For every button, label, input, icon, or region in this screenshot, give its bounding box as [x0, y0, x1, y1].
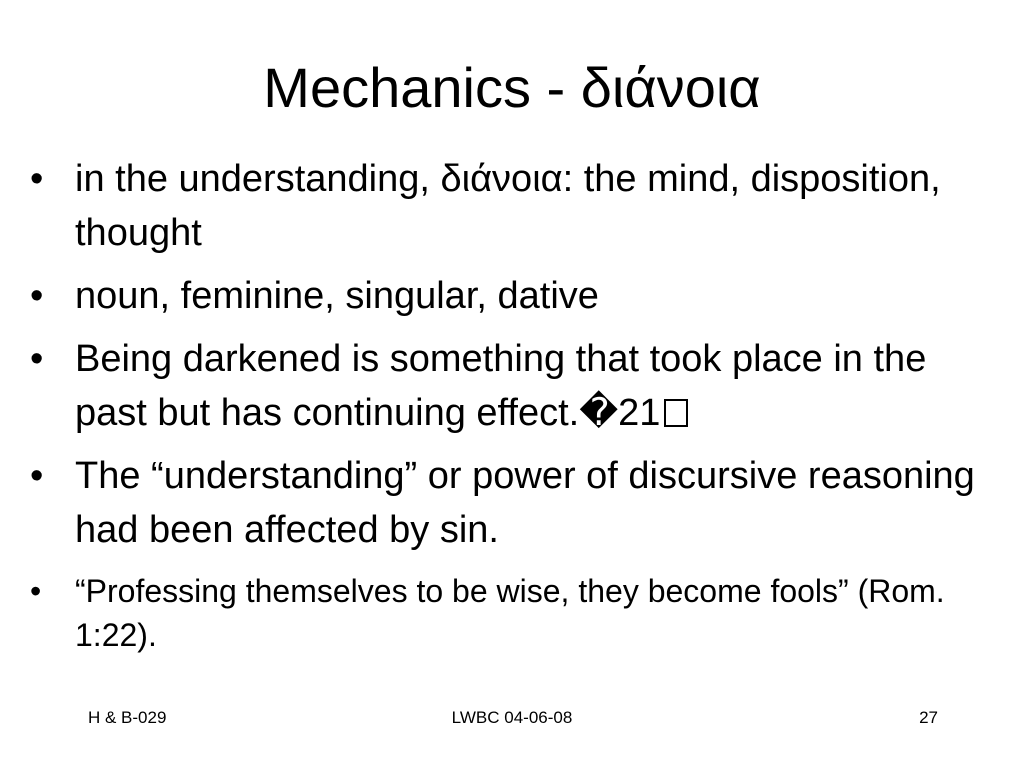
bullet-text: “Professing themselves to be wise, they become fools” (Rom. 1:22). [75, 573, 945, 653]
bullet-item [30, 332, 990, 440]
bullet-item [30, 269, 990, 323]
slide-title: Mechanics - διάνοια [263, 56, 761, 119]
footer-center-text: LWBC 04-06-08 [451, 708, 573, 727]
bullet-item [30, 152, 990, 260]
bullet-list [30, 152, 990, 666]
bullet-text: The “understanding” or power of discursive reasoning had been affected by sin. [75, 455, 975, 551]
bullet-marker: • [30, 158, 44, 200]
bullet-marker: • [30, 455, 44, 497]
bullet-text: Being darkened is something that took place in the past but has continuing effect.�21 [75, 338, 927, 434]
bullet-item [30, 569, 990, 657]
bullet-text: in the understanding, διάνοια: the mind, disposition, thought [75, 158, 941, 254]
missing-glyph-box-icon [664, 399, 688, 427]
bullet-marker: • [30, 275, 44, 317]
footer-left-text: H & B-029 [88, 708, 167, 727]
bullet-item [30, 449, 990, 557]
bullet-marker: • [30, 338, 44, 380]
bullet-text: noun, feminine, singular, dative [75, 275, 599, 317]
slide-number: 27 [919, 708, 938, 727]
bullet-marker: • [30, 573, 42, 609]
